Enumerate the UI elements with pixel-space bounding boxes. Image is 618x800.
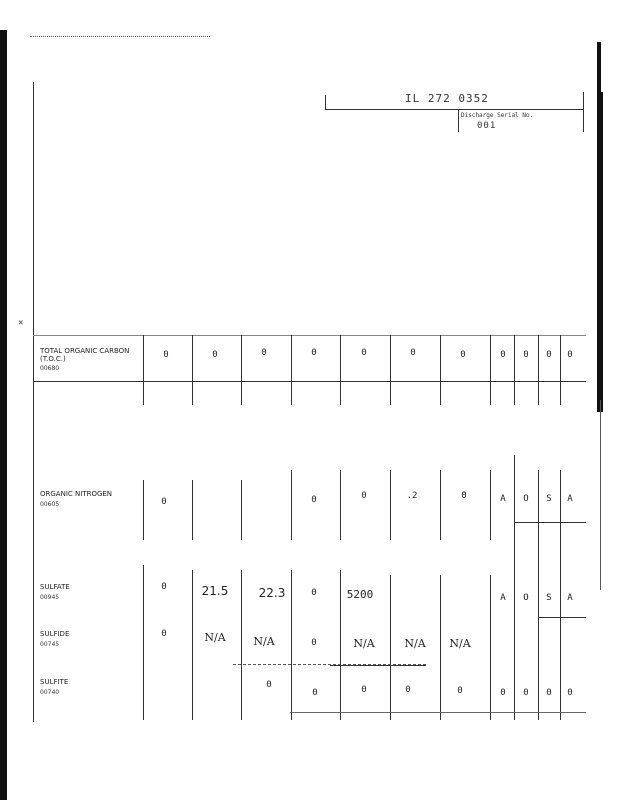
row3-cell: A xyxy=(567,593,573,603)
discharge-label: Discharge Serial No. xyxy=(461,112,534,119)
col-divider xyxy=(143,335,144,405)
col-divider xyxy=(560,335,561,405)
col-divider xyxy=(241,480,242,540)
row2-cell: 0 xyxy=(311,495,317,505)
col-divider xyxy=(490,470,491,540)
row5-code: 00740 xyxy=(40,689,60,696)
row3-cell: S xyxy=(546,593,552,603)
row2-cell: 0 xyxy=(361,491,367,501)
row4-cell: 0 xyxy=(311,638,317,648)
col-divider xyxy=(440,335,441,405)
margin-mark: ✕ xyxy=(18,318,24,328)
col-divider xyxy=(192,335,193,405)
row1-cell: 0 xyxy=(261,348,267,358)
row3-code: 00945 xyxy=(40,594,60,601)
row3-cell: 5200 xyxy=(346,588,374,601)
row2-cell: 0 xyxy=(461,491,467,501)
col-divider xyxy=(440,470,441,540)
row3-cell: 0 xyxy=(161,582,167,592)
col-divider xyxy=(340,335,341,405)
header-rule xyxy=(325,109,583,110)
row2-cell: .2 xyxy=(406,491,418,501)
row1-cell: 0 xyxy=(460,350,466,360)
row3-cell: 22.3 xyxy=(258,586,286,600)
row4-cell: N/A xyxy=(353,637,375,650)
row5-cell: 0 xyxy=(457,686,463,696)
form-left-border xyxy=(33,82,34,722)
row5-cell: 0 xyxy=(523,688,529,698)
row2-name: ORGANIC NITROGEN xyxy=(40,490,113,498)
row4-code: 00745 xyxy=(40,641,60,648)
col-divider xyxy=(390,335,391,405)
row1-cell: 0 xyxy=(523,350,529,360)
row1-cell: 0 xyxy=(410,348,416,358)
col-divider xyxy=(241,570,242,720)
col-divider xyxy=(538,335,539,405)
col-divider xyxy=(143,480,144,540)
row1-bottom-rule xyxy=(33,381,586,382)
discharge-box-left xyxy=(458,110,459,132)
row1-cell: 0 xyxy=(212,350,218,360)
header-right-tick xyxy=(583,92,584,132)
row3-cell: O xyxy=(523,593,529,603)
left-scan-edge xyxy=(0,30,7,800)
row4-cell: N/A xyxy=(404,637,426,650)
row1-name: TOTAL ORGANIC CARBON (T.O.C.) xyxy=(40,347,130,363)
row3-name: SULFATE xyxy=(40,583,70,591)
top-stray-line xyxy=(30,36,210,37)
row4-cell: N/A xyxy=(449,637,471,650)
row3-cell: 0 xyxy=(311,588,317,598)
row3-cell: A xyxy=(500,593,506,603)
row4-bottom-solid xyxy=(330,665,426,666)
row1-cell: 0 xyxy=(311,348,317,358)
col-divider xyxy=(514,335,515,405)
row2-cell: A xyxy=(500,494,506,504)
row5-cell: 0 xyxy=(266,680,272,690)
row5-cell: 0 xyxy=(361,685,367,695)
col-divider xyxy=(192,570,193,720)
row1-cell: 0 xyxy=(163,350,169,360)
row1-top-rule xyxy=(33,335,586,336)
row5-name: SULFITE xyxy=(40,678,69,686)
row1-cell: 0 xyxy=(500,350,506,360)
row2-cell: O xyxy=(523,494,529,504)
row5-cell: 0 xyxy=(312,688,318,698)
row1-code: 00680 xyxy=(40,365,60,372)
row3-cell: 21.5 xyxy=(201,584,229,598)
row1-cell: 0 xyxy=(546,350,552,360)
row5-cell: 0 xyxy=(405,685,411,695)
col-divider xyxy=(241,335,242,405)
row5-bottom-rule xyxy=(290,712,586,713)
row1-cell: 0 xyxy=(361,348,367,358)
row2-code: 00605 xyxy=(40,501,60,508)
col-divider xyxy=(291,470,292,540)
col-divider xyxy=(340,470,341,540)
col-divider xyxy=(390,575,391,720)
col-divider xyxy=(490,335,491,405)
col-divider xyxy=(291,335,292,405)
row2-cell: 0 xyxy=(161,497,167,507)
right-scan-edge-lower xyxy=(597,92,603,412)
row4-cell: N/A xyxy=(253,635,275,648)
row4-name: SULFIDE xyxy=(40,630,70,638)
col-divider xyxy=(390,470,391,540)
col-divider xyxy=(192,480,193,540)
row2-side-rule xyxy=(514,522,586,523)
row1-cell: 0 xyxy=(567,350,573,360)
permit-number: IL 272 0352 xyxy=(405,92,489,105)
right-border-line xyxy=(600,400,601,590)
row2-cell: S xyxy=(546,494,552,504)
row4-cell: N/A xyxy=(204,631,226,644)
row4-cell: 0 xyxy=(161,629,167,639)
row5-cell: 0 xyxy=(546,688,552,698)
row2-cell: A xyxy=(567,494,573,504)
discharge-number: 001 xyxy=(477,121,497,131)
row5-cell: 0 xyxy=(500,688,506,698)
header-left-tick xyxy=(325,95,326,110)
row3-side-rule xyxy=(538,617,586,618)
row5-cell: 0 xyxy=(567,688,573,698)
